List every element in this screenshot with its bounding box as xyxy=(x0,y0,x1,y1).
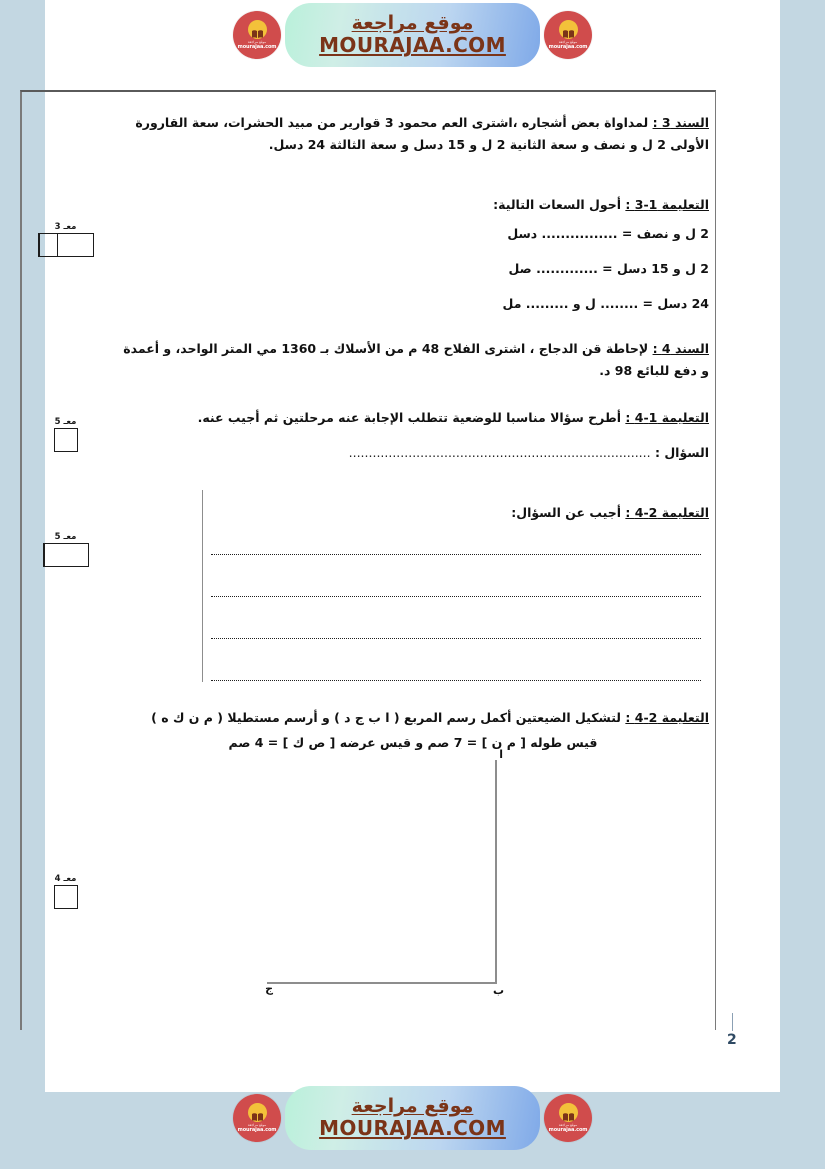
score-box-task1-4 xyxy=(54,417,78,452)
brand-logo-right xyxy=(544,11,592,59)
brand-logo-arabic-left: موقع مراجعة xyxy=(247,1123,267,1128)
score-cells xyxy=(54,428,78,452)
brand-logo-left xyxy=(233,11,281,59)
task1-4-text: أطرح سؤالا مناسبا للوضعية تتطلب الإجابة عنه مرحلتين ثم أجيب عنه. xyxy=(197,410,622,425)
task2-4-label: التعليمة 2-4 : xyxy=(625,505,709,520)
question-prompt-row[interactable] xyxy=(139,442,709,464)
square-side-bottom xyxy=(267,982,497,984)
book-icon xyxy=(559,1103,578,1122)
score-cells xyxy=(54,885,78,909)
brand-arabic-title-top: موقع مراجعة xyxy=(351,11,474,34)
conversion-line-1[interactable] xyxy=(227,223,709,245)
task1-4-label: التعليمة 1-4 : xyxy=(625,410,709,425)
geometry-task-heading xyxy=(117,707,709,729)
conversion-line-2[interactable] xyxy=(227,258,709,280)
conversion-text: 2 ل و نصف = ................ دسل xyxy=(507,226,709,241)
top-branding-banner xyxy=(0,0,825,70)
score-box-geometry xyxy=(54,874,78,909)
conversion-text: 2 ل و 15 دسل = ............. صل xyxy=(508,261,709,276)
question-prompt-label: السؤال : xyxy=(654,445,709,460)
vertex-label-a: ا xyxy=(499,748,503,761)
brand-logo-domain-right: mourajaa.com xyxy=(548,43,588,50)
brand-logo-right xyxy=(544,1094,592,1142)
page-number: 2 xyxy=(727,1032,737,1048)
exercise3-task-text: أحول السعات التالية: xyxy=(493,197,622,212)
brand-logo-domain-right: mourajaa.com xyxy=(548,1126,588,1133)
conversion-line-3[interactable] xyxy=(227,293,709,315)
brand-logo-arabic-left: موقع مراجعة xyxy=(247,40,267,45)
answer-block-guide-line xyxy=(202,490,203,682)
score-cell[interactable] xyxy=(55,886,77,908)
book-icon xyxy=(248,20,267,39)
conversion-text: 24 دسل = ........ ل و ......... مل xyxy=(502,296,709,311)
answer-line[interactable] xyxy=(211,680,701,681)
question-answer-dots: ............................................................................ xyxy=(348,445,651,460)
brand-arabic-title-bottom: موقع مراجعة xyxy=(351,1094,474,1117)
book-icon xyxy=(559,20,578,39)
exam-table-frame xyxy=(20,90,716,1030)
branding-pill xyxy=(237,1086,588,1150)
answer-line[interactable] xyxy=(211,554,701,555)
score-cells xyxy=(43,543,89,567)
score-cell[interactable] xyxy=(57,234,75,256)
brand-logo-arabic-right: موقع مراجعة xyxy=(558,40,578,45)
book-icon xyxy=(248,1103,267,1122)
exercise4-source xyxy=(121,338,709,382)
score-cell[interactable] xyxy=(55,429,77,451)
exercise3-source-text: لمداواة بعض أشجاره ،اشترى العم محمود 3 قوارير من مبيد الحشرات، سعة القارورة الأولى 2 ل و نصف و سعة الثانية 2 ل و 15 دسل و سعة الثالثة 24 دسل. xyxy=(135,115,709,152)
score-label: معـ 3 xyxy=(54,222,77,232)
score-column xyxy=(21,92,109,1030)
score-label: معـ 5 xyxy=(54,532,77,542)
brand-domain-bottom: MOURAJAA.COM xyxy=(319,1116,506,1141)
branding-pill xyxy=(237,3,588,67)
score-box-exercise3 xyxy=(38,222,94,257)
exercise3-source-label: السند 3 : xyxy=(652,115,709,130)
task1-4-heading xyxy=(121,407,709,429)
vertex-label-b: ب xyxy=(492,984,504,997)
score-cell[interactable] xyxy=(66,544,88,566)
exercise3-task-label: التعليمة 1-3 : xyxy=(625,197,709,212)
brand-logo-left xyxy=(233,1094,281,1142)
geometry-task-line1: لتشكيل الضيعتين أكمل رسم المربع ( ا ب ج د ) و أرسم مستطيلا ( م ن ك ه ) xyxy=(151,710,622,725)
exercise4-source-text: لإحاطة قن الدجاج ، اشترى الفلاح 48 م من الأسلاك بـ 1360 مي المتر الواحد، و أعمدة و دفع للبائع 98 د. xyxy=(123,341,709,378)
answer-line[interactable] xyxy=(211,638,701,639)
geometry-task-line2-row xyxy=(117,732,709,754)
score-label: معـ 4 xyxy=(54,874,77,884)
score-cell[interactable] xyxy=(44,544,66,566)
brand-logo-arabic-right: موقع مراجعة xyxy=(558,1123,578,1128)
exam-body-column xyxy=(109,92,715,1030)
score-cell[interactable] xyxy=(39,234,57,256)
geometry-task-line2: قيس طوله [ م ن ] = 7 صم و قيس عرضه [ ص ك ] = 4 صم xyxy=(228,735,598,750)
vertex-label-c: ج xyxy=(265,982,273,995)
answer-line[interactable] xyxy=(211,596,701,597)
score-cells xyxy=(38,233,94,257)
score-label: معـ 5 xyxy=(54,417,77,427)
score-cell[interactable] xyxy=(75,234,93,256)
score-box-task2-4 xyxy=(43,532,89,567)
task2-4-heading xyxy=(189,502,709,524)
geometry-task-label: التعليمة 2-4 : xyxy=(625,710,709,725)
exercise4-source-label: السند 4 : xyxy=(652,341,709,356)
task2-4-text: أجيب عن السؤال: xyxy=(511,505,622,520)
brand-logo-domain-left: mourajaa.com xyxy=(237,1126,277,1133)
square-side-right xyxy=(495,760,497,982)
exercise3-task-heading xyxy=(189,194,709,216)
brand-logo-domain-left: mourajaa.com xyxy=(237,43,277,50)
brand-domain-top: MOURAJAA.COM xyxy=(319,33,506,58)
page-number-tick xyxy=(732,1013,733,1031)
bottom-branding-banner xyxy=(0,1083,825,1153)
exercise3-source xyxy=(121,112,709,156)
